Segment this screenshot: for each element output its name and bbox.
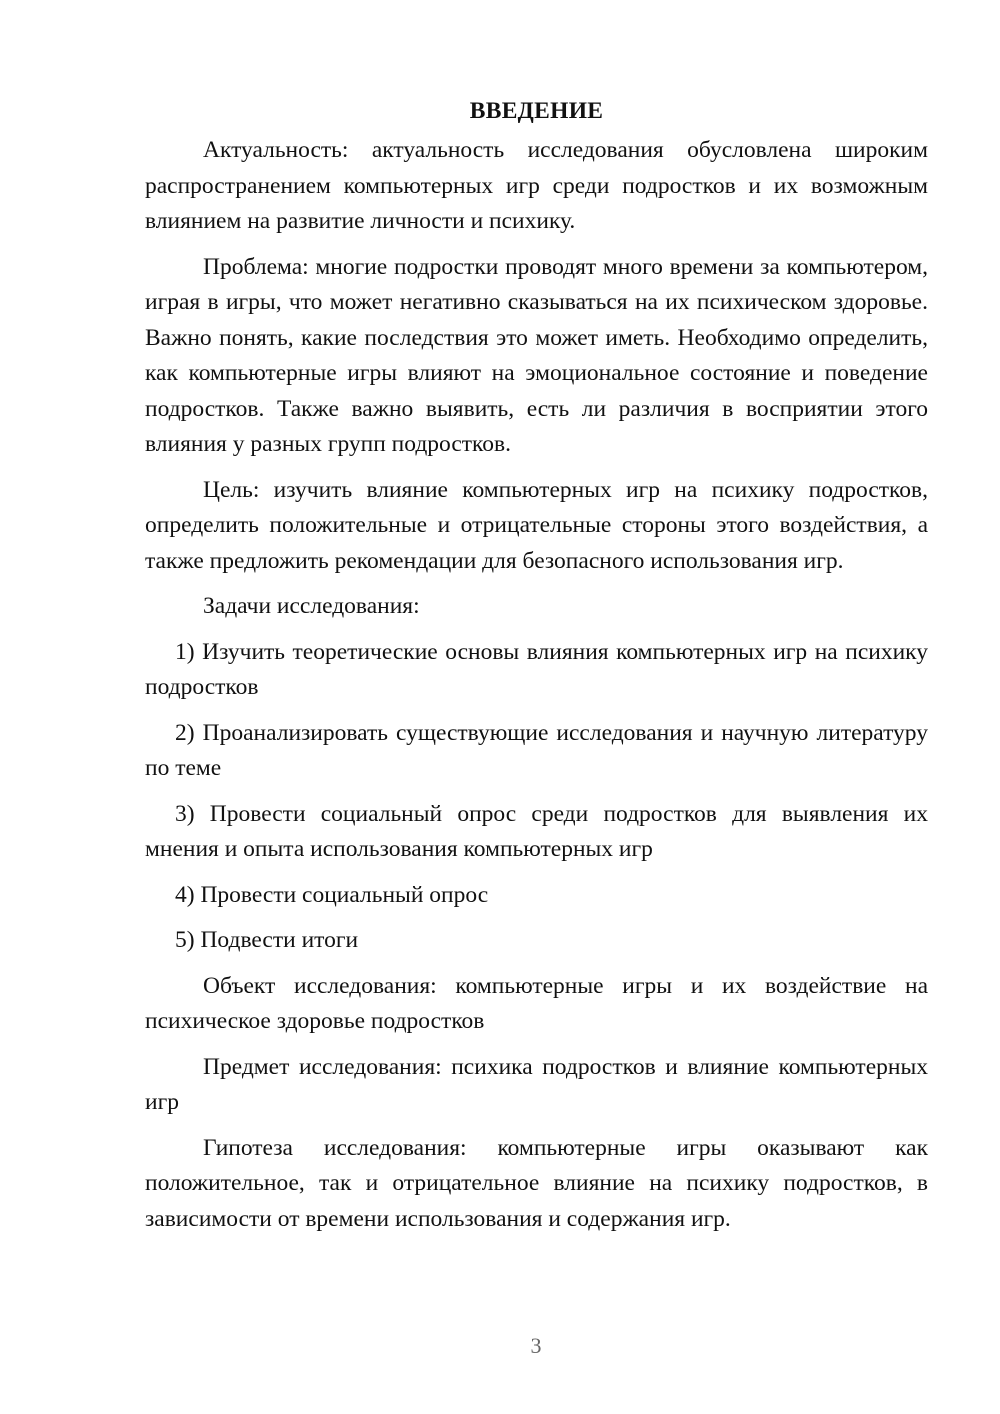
page-heading: ВВЕДЕНИЕ <box>469 98 604 124</box>
subject-paragraph: Предмет исследования: психика подростков и влияние компьютерных игр <box>145 1053 928 1115</box>
task-item-5: 5) Подвести итоги <box>175 927 359 953</box>
hypothesis-paragraph: Гипотеза исследования: компьютерные игры оказывают как положительное, так и отрицательное влияние на психику подростков, в зависимости от времени использования и содержания игр. <box>145 1134 928 1232</box>
task-item-2: 2) Проанализировать существующие исследования и научную литературу по теме <box>145 719 928 781</box>
problem-paragraph: Проблема: многие подростки проводят много времени за компьютером, играя в игры, что может негативно сказываться на их психическом здоровье. Важно понять, какие последствия это может иметь. Необходимо определить, как компьютерные игры влияют на эмоциональное состояние и поведение подростков. Также важно выявить, есть ли различия в восприятии этого влияния у разных групп подростков. <box>145 253 928 457</box>
relevance-paragraph: Актуальность: актуальность исследования обусловлена широким распространением компьютерных игр среди подростков и их возможным влиянием на развитие личности и психику. <box>145 137 928 234</box>
task-item-3: 3) Провести социальный опрос среди подростков для выявления их мнения и опыта использования компьютерных игр <box>145 800 928 862</box>
page-number: 3 <box>530 1333 542 1358</box>
page-content <box>145 97 928 1247</box>
tasks-heading: Задачи исследования: <box>203 593 420 619</box>
task-item-4: 4) Провести социальный опрос <box>175 881 489 908</box>
goal-paragraph: Цель: изучить влияние компьютерных игр на психику подростков, определить положительные и отрицательные стороны этого воздействия, а также предложить рекомендации для безопасного использования игр. <box>145 476 928 574</box>
object-paragraph: Объект исследования: компьютерные игры и их воздействие на психическое здоровье подростков <box>145 972 928 1034</box>
task-item-1: 1) Изучить теоретические основы влияния компьютерных игр на психику подростков <box>145 638 928 700</box>
